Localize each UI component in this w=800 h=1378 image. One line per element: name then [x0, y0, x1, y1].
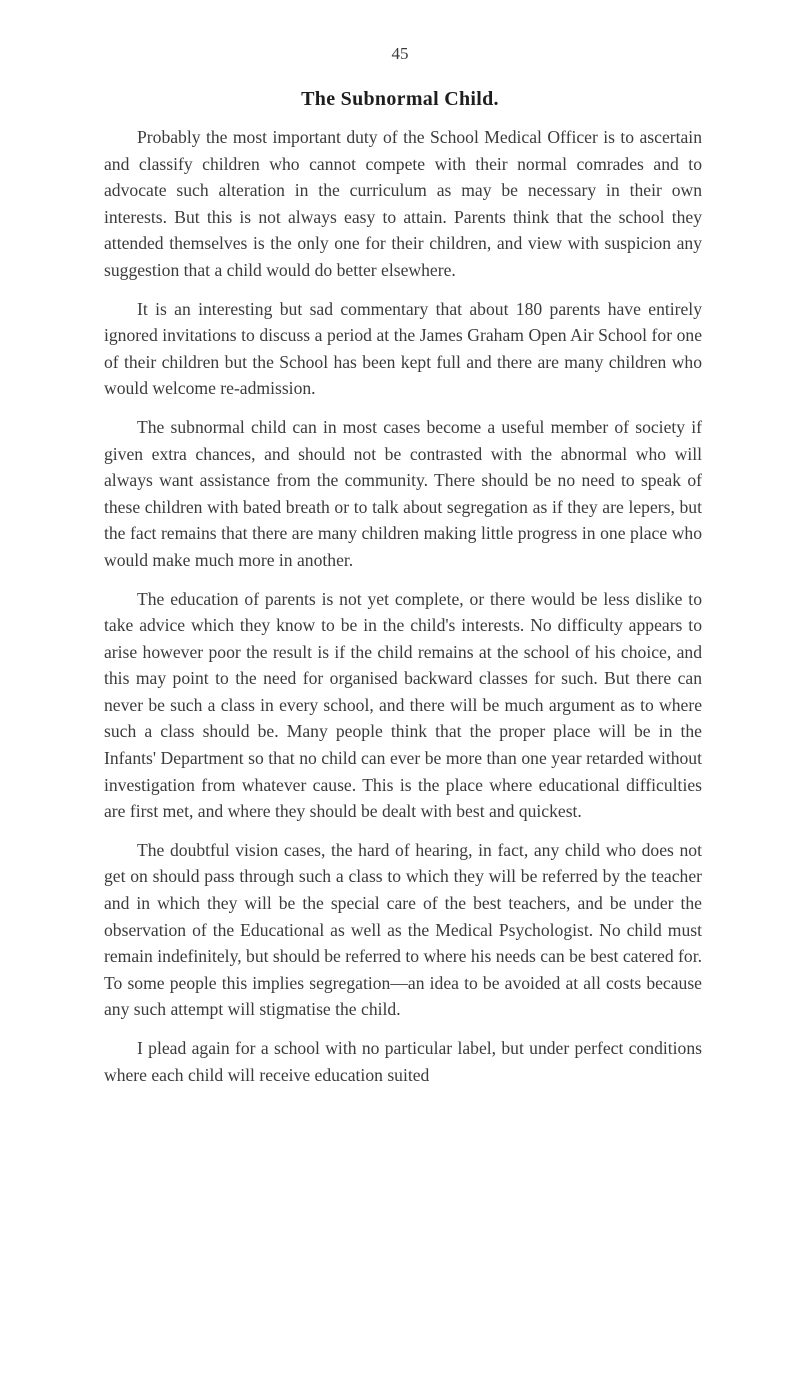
paragraph-1: Probably the most important duty of the School Medical Officer is to ascertain and classify children who cannot compete with their normal comrades and to advocate such alteration in the curriculum as may be necessary in their own interests. But this is not always easy to attain. Parents think that the school they attended themselves is the only one for their children, and view with suspicion any suggestion that a child would do better elsewhere. [104, 127, 702, 280]
paragraph-3: The subnormal child can in most cases become a useful member of society if given extra chances, and should not be contrasted with the abnormal who will always want assistance from the community. There should be no need to speak of these children with bated breath or to talk about segregation as if they are lepers, but the fact remains that there are many children making little progress in one place who would make much more in another. [104, 416, 702, 570]
paragraph-4: The education of parents is not yet complete, or there would be less dislike to take advice which they know to be in the child's interests. No difficulty appears to arise however poor the result is if the child remains at the school of his choice, and this may point to the need for organised backward classes for such. But there can never be such a class in every school, and there will be much argument as to where such a class should be. Many people think that the proper place will be in the Infants' Department so that no child can ever be more than one year retarded without investigation from whatever cause. This is the place where educational difficulties are first met, and where they should be dealt with best and quickest. [104, 588, 702, 822]
page-number: 45 [391, 44, 409, 63]
paragraph-2: It is an interesting but sad commentary that about 180 parents have entirely ignored invitations to discuss a period at the James Graham Open Air School for one of their children but the School has been kept full and there are many children who would welcome re-admission. [104, 298, 702, 399]
body-text [104, 124, 702, 1100]
paragraph-5: The doubtful vision cases, the hard of hearing, in fact, any child who does not get on should pass through such a class to which they will be referred by the teacher and in which they will be the special care of the best teachers, and be under the observation of the Educational as well as the Medical Psychologist. No child must remain indefinitely, but should be referred to where his needs can be best catered for. To some people this implies segregation—an idea to be avoided at all costs because any such attempt will stigmatise the child. [104, 839, 702, 1020]
paragraph-6: I plead again for a school with no particular label, but under perfect conditions where each child will receive education suited [104, 1038, 702, 1085]
page-title: The Subnormal Child. [301, 88, 499, 110]
